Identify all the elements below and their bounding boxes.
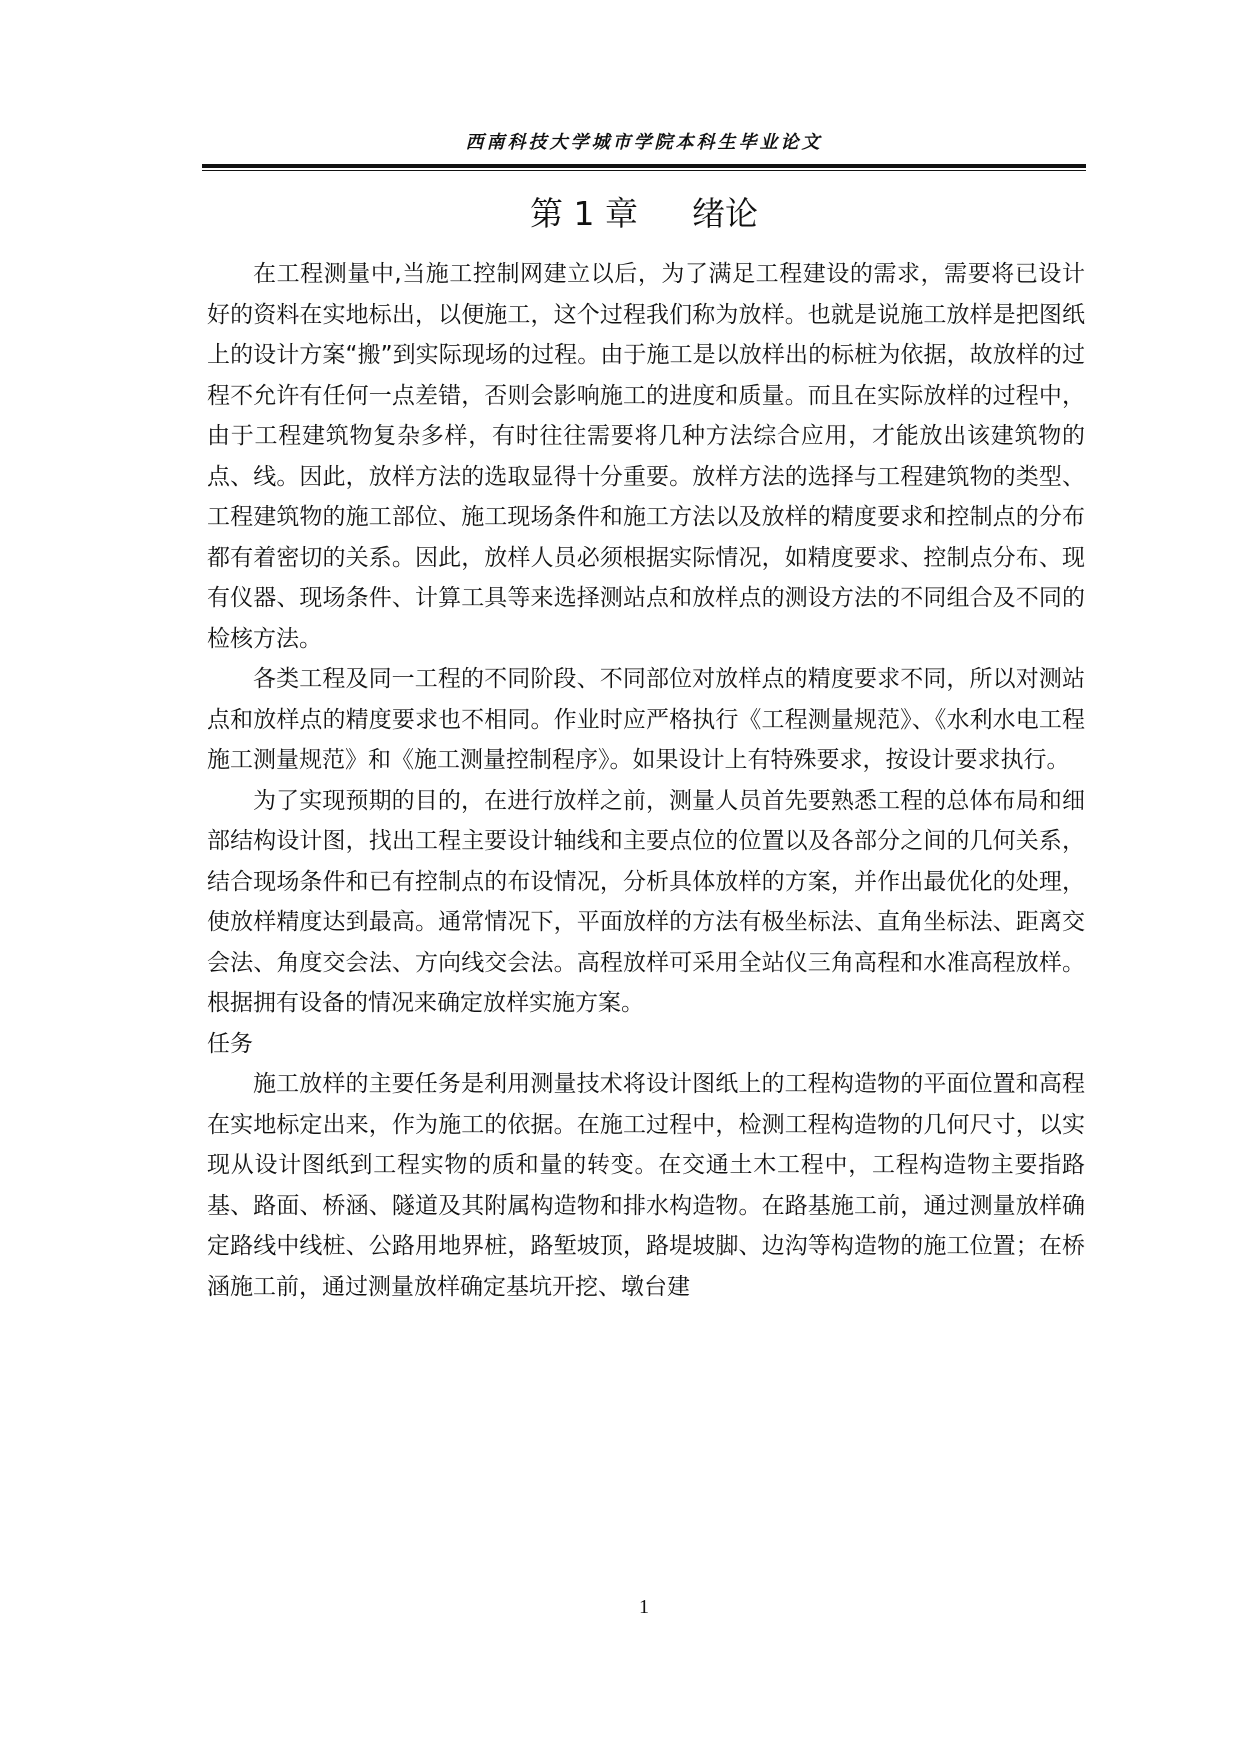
chapter-heading: [202, 190, 1086, 238]
header-rule-thin: [202, 170, 1086, 171]
paragraph-2: 各类工程及同一工程的不同阶段、不同部位对放样点的精度要求不同，所以对测站点和放样点的精度要求也不相同。作业时应严格执行《工程测量规范》、《水利水电工程施工测量规范》和《施工测量控制程序》。如果设计上有特殊要求，按设计要求执行。: [207, 666, 1085, 773]
paragraph-3: 为了实现预期的目的，在进行放样之前，测量人员首先要熟悉工程的总体布局和细部结构设计图，找出工程主要设计轴线和主要点位的位置以及各部分之间的几何关系，结合现场条件和已有控制点的布设情况，分析具体放样的方案，并作出最优化的处理，使放样精度达到最高。通常情况下，平面放样的方法有极坐标法、直角坐标法、距离交会法、角度交会法、方向线交会法。高程放样可采用全站仪三角高程和水准高程放样。根据拥有设备的情况来确定放样实施方案。: [207, 787, 1085, 1016]
chapter-number: 第 1 章: [530, 194, 638, 233]
running-header-title: 西南科技大学城市学院本科生毕业论文: [465, 132, 823, 153]
paragraph-1: 在工程测量中,当施工控制网建立以后，为了满足工程建设的需求，需要将已设计好的资料在实地标出，以便施工，这个过程我们称为放样。也就是说施工放样是把图纸上的设计方案“搬”到实际现场的过程。由于施工是以放样出的标桩为依据，故放样的过程不允许有任何一点差错，否则会影响施工的进度和质量。而且在实际放样的过程中，由于工程建筑物复杂多样，有时往往需要将几种方法综合应用，才能放出该建筑物的点、线。因此，放样方法的选取显得十分重要。放样方法的选择与工程建筑物的类型、工程建筑物的施工部位、施工现场条件和施工方法以及放样的精度要求和控制点的分布都有着密切的关系。因此，放样人员必须根据实际情况，如精度要求、控制点分布、现有仪器、现场条件、计算工具等来选择测站点和放样点的测设方法的不同组合及不同的检核方法。: [207, 261, 1085, 652]
page-number: 1: [639, 1596, 649, 1618]
header-rule-thick: [202, 164, 1086, 168]
paragraph-4: 施工放样的主要任务是利用测量技术将设计图纸上的工程构造物的平面位置和高程在实地标定出来，作为施工的依据。在施工过程中，检测工程构造物的几何尺寸，以实现从设计图纸到工程实物的质和量的转变。在交通土木工程中，工程构造物主要指路基、路面、桥涵、隧道及其附属构造物和排水构造物。在路基施工前，通过测量放样确定路线中线桩、公路用地界桩，路堑坡顶，路堤坡脚、边沟等构造物的施工位置；在桥涵施工前，通过测量放样确定基坑开挖、墩台建: [207, 1071, 1085, 1300]
chapter-body: [207, 254, 1085, 1307]
section-subheading: 任务: [207, 1030, 253, 1057]
chapter-title: 绪论: [691, 194, 758, 233]
